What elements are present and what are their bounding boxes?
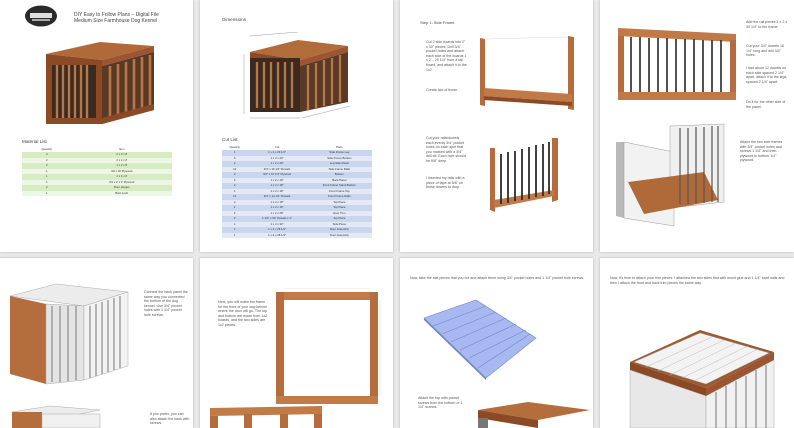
plan-page-4 — [600, 0, 794, 252]
material-item: 2 x 2 x 8 — [71, 152, 172, 158]
kennel-dimension-drawing — [242, 32, 354, 122]
cut-quantity: 2 — [222, 161, 247, 167]
plan-title-line2: Medium Size Farmhouse Dog Kennel — [74, 18, 158, 25]
cut-part: Back Panel — [307, 178, 372, 184]
plan-page-2 — [200, 0, 393, 252]
side-panel-rails-drawing — [616, 26, 740, 102]
cut-quantity: 1 — [222, 222, 247, 228]
plan-page-7 — [400, 258, 593, 428]
cut-size: 3/4" x 16 1/4" Plywood — [247, 172, 306, 178]
plan-page-3 — [400, 0, 593, 252]
cut-quantity: 12 — [222, 167, 247, 173]
material-row — [22, 191, 172, 197]
cut-part: Side Frame Rails — [307, 167, 372, 173]
cut-quantity: 2 — [222, 216, 247, 222]
plan-page-1 — [0, 0, 193, 252]
page4-para3: I had about 12 dowels on each side spaced 2 1/4" apart, attach it to the legs, spaced 2 1/4" apart. — [746, 66, 788, 84]
slat-top-drawing — [420, 298, 540, 380]
cut-part: Side Piece — [307, 222, 372, 228]
cut-part: Top Piece — [307, 200, 372, 206]
cut-quantity: 1 — [222, 227, 247, 233]
cut-col-cut: Cut — [274, 144, 280, 149]
step1-para3: Cut your rails/dowels each evenly 3/4" pocket holes on each spot that you marked with a 3/4" drill bit. Each hole should be 5/8" deep. — [426, 136, 466, 163]
cut-quantity: 2 — [222, 200, 247, 206]
cut-part: Side Frame Leg — [307, 150, 372, 156]
page5-para2: If you prefer, you can also attach the back with screws. — [150, 412, 190, 426]
cut-size: 1 x 2 x 20" — [247, 156, 306, 162]
cut-quantity: 4 — [222, 156, 247, 162]
page6-para1: Next, you will make the frame for the front of your dog kennel where the door will go. The top and bottom are made from 1x2 boards, and the two sides are 1x2 pieces. — [218, 300, 268, 327]
cut-size: 1 x 2 x 16" — [247, 205, 306, 211]
back-panel-drawing — [6, 280, 132, 388]
cut-part: Front Frame Stand Bottom — [307, 183, 372, 189]
material-item: Barn Lock — [71, 191, 172, 197]
material-item: 1 x 4 x 8 — [71, 174, 172, 180]
cut-size: 3/4" x 14 1/4" Dowels — [247, 194, 306, 200]
cut-size: 1 x 2 x 29 1/4" — [247, 150, 306, 156]
cut-size: 3/4" x 16 1/4" Dowels — [247, 167, 306, 173]
brand-logo — [24, 5, 58, 27]
cut-quantity: 12 — [222, 194, 247, 200]
step1-heading: Step 1: Side Frame — [420, 20, 455, 25]
plan-title — [74, 12, 186, 24]
back-panel-detail-drawing — [10, 404, 102, 428]
cut-size: 1 1/4" x 90" Dowels x 1" — [247, 216, 306, 222]
cut-size: 1 x 2 x 16" — [247, 178, 306, 184]
material-item: 3/4 x 4ft Plywood — [71, 169, 172, 175]
side-frame-drawing — [476, 36, 580, 114]
cut-quantity: 2 — [222, 183, 247, 189]
material-item: 3/4 x 2' x 4' Plywood — [71, 180, 172, 186]
cut-part: Leg Side Panel — [307, 161, 372, 167]
material-col-quantity: Quantity — [41, 146, 52, 151]
plan-title-line1: DIY Easy to Follow Plans – Digital File — [74, 12, 159, 18]
side-frame-rails-drawing — [488, 134, 560, 218]
page7-para1: Now, take the slat pieces that you cut and attach them using 3/4" pocket holes and 1 1/4" pocket hole screws. — [410, 276, 584, 280]
material-col-item: Item — [118, 146, 125, 151]
front-frame-drawing — [272, 288, 382, 408]
material-quantity: 4 — [22, 152, 71, 158]
cut-col-quantity: Quantity — [229, 144, 240, 149]
material-quantity: 2 — [22, 158, 71, 164]
plan-page-5 — [0, 258, 193, 428]
cut-quantity: 1 — [222, 189, 247, 195]
cut-quantity: 2 — [222, 211, 247, 217]
material-quantity: 1 — [22, 169, 71, 175]
material-list-heading: Material List — [22, 139, 47, 144]
cut-list-heading: Cut List — [222, 137, 238, 142]
cut-part: Door Assembly — [307, 233, 372, 239]
cut-size: 1 x 2 x 28" — [247, 211, 306, 217]
cut-size: 1 x 4 x 28 1/4" — [247, 227, 306, 233]
material-quantity: 1 — [22, 180, 71, 186]
plan-page-8 — [600, 258, 794, 428]
cut-col-parts: Parts — [336, 144, 343, 149]
cut-size: 1 x 2 x 20" — [247, 161, 306, 167]
cut-quantity: 1 — [222, 205, 247, 211]
kennel-render-main — [40, 36, 158, 130]
trim-kennel-drawing — [626, 316, 778, 428]
front-frame-bottom-drawing — [208, 406, 324, 428]
cut-size: 1 x 4 x 28 1/4" — [247, 233, 306, 239]
cut-size: 1 x 2 x 18" — [247, 200, 306, 206]
plan-page-6 — [200, 258, 393, 428]
cut-part: Front Frame Top — [307, 189, 372, 195]
material-item: 2 x 2 x 8 — [71, 158, 172, 164]
cut-part: Front Frame Rails — [307, 194, 372, 200]
cut-row — [222, 233, 372, 239]
step1-para4: I inserted my rails with a piece of tape at 5/8" on those dowels to drop. — [426, 176, 465, 190]
cut-list-table — [222, 145, 372, 238]
material-quantity: 2 — [22, 185, 71, 191]
two-side-frames-drawing — [614, 122, 728, 230]
cut-part: Top Piece — [307, 205, 372, 211]
cut-quantity: 4 — [222, 178, 247, 184]
cut-quantity: 4 — [222, 150, 247, 156]
material-quantity: 1 — [22, 191, 71, 197]
page5-para1: Connect the back panel the same way you connected the bottom of the dog kennel. Use 3/4" pocket holes with 1 1/4" pocket hole screws. — [144, 290, 188, 317]
step1-para1: Cut 2 side boards into 2" x 30" pieces. Drill 3/4" pocket holes and attach each side of the boards 1 x 2 – 29 1/4" from a rail board, and attach it to the 1x2. — [426, 40, 467, 72]
cut-size: 1 x 2 x 30" — [247, 222, 306, 228]
material-quantity: 2 — [22, 163, 71, 169]
step1-para2: Create two of these. — [426, 88, 459, 92]
cut-part: Door Trim — [307, 211, 372, 217]
page7-para2: Attach the top with pocket screws from the bottom or 1 1/4" screws. — [418, 396, 463, 410]
page4-para1: Add the rail pieces 1 x 2 x 30 1/4" to the frame. — [746, 20, 788, 29]
cut-part: Door Assembly — [307, 227, 372, 233]
material-quantity: 1 — [22, 174, 71, 180]
page4-para5: Attach the two side frames with 3/4" pocket holes and screws 1 1/4" and then plywood to bottom 1/4" plywood. — [740, 140, 783, 163]
cut-quantity: 1 — [222, 233, 247, 239]
material-table — [22, 147, 172, 196]
top-attach-drawing — [468, 400, 592, 428]
dimensions-heading: Dimensions — [222, 17, 246, 22]
material-item: 1 x 2 x 8 — [71, 163, 172, 169]
cut-size: 1 x 2 x 18" — [247, 183, 306, 189]
material-item: Door Hinges — [71, 185, 172, 191]
cut-part: Bottom — [307, 172, 372, 178]
page4-para2: Cut your 3/4" dowels 16 1/4" long and drill 3/4" holes. — [746, 44, 785, 58]
cut-part: Side Frame Bottom — [307, 156, 372, 162]
cut-size: 1 x 2 x 18" — [247, 189, 306, 195]
page8-para1: Now, it's time to attach your trim pieces. I attached the two sides first with wood glue and 1 1/4" brad nails and then I attach the front and back trim pieces the same way. — [610, 276, 785, 285]
page4-para4: Do it for the other side of the panel. — [746, 100, 786, 109]
cut-part: Top Piece — [307, 216, 372, 222]
cut-quantity: 2 — [222, 172, 247, 178]
